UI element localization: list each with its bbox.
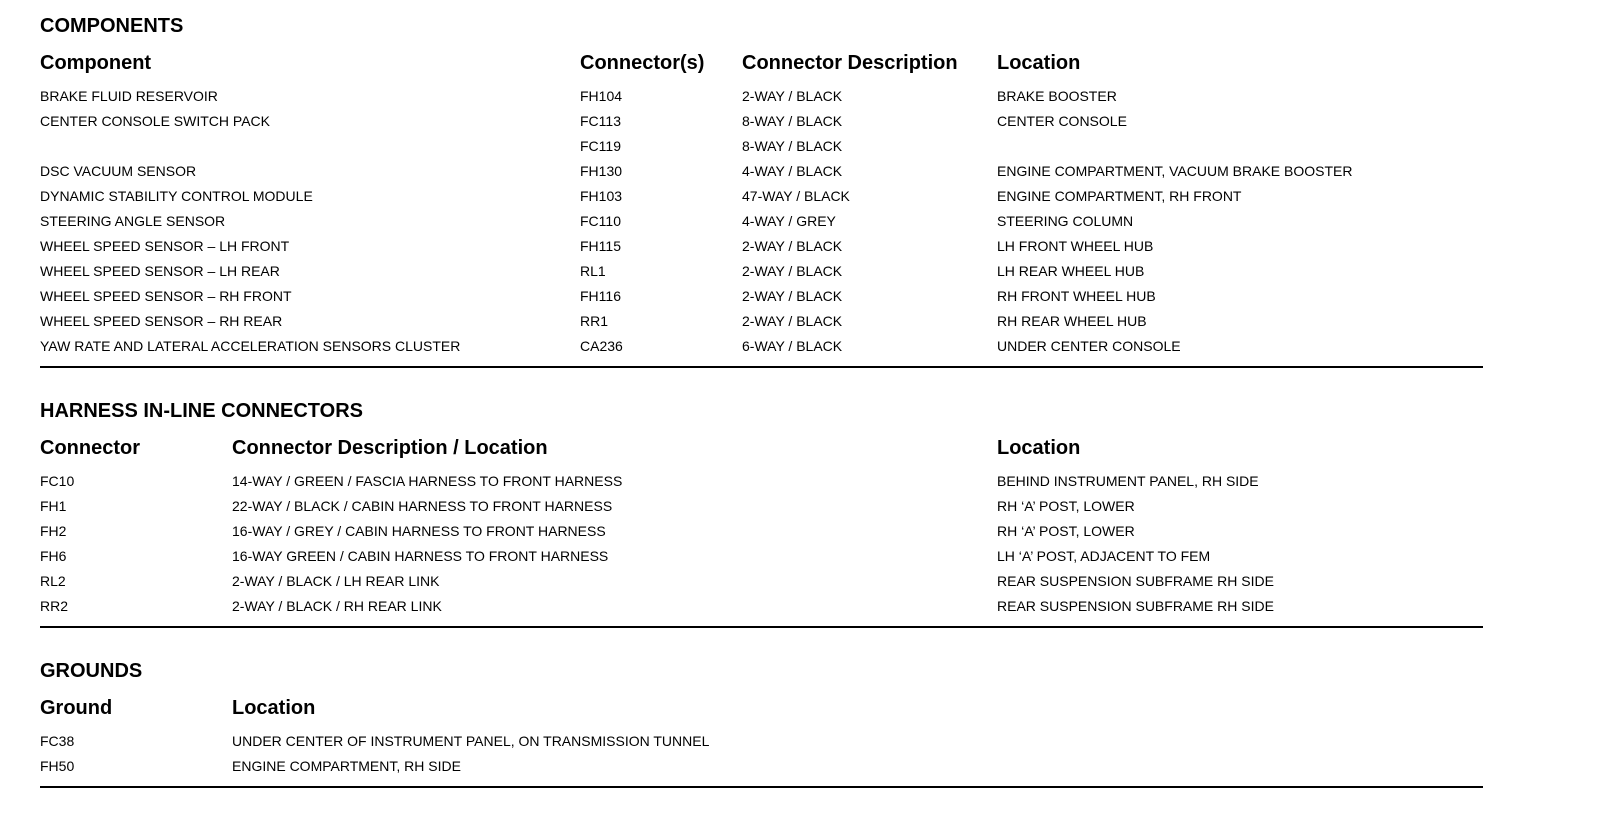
location-cell: CENTER CONSOLE — [997, 113, 1127, 129]
location-cell: BEHIND INSTRUMENT PANEL, RH SIDE — [997, 473, 1259, 489]
location-cell: REAR SUSPENSION SUBFRAME RH SIDE — [997, 598, 1274, 614]
location-cell: ENGINE COMPARTMENT, RH FRONT — [997, 188, 1242, 204]
connector-cell: FC119 — [580, 138, 621, 154]
component-cell: BRAKE FLUID RESERVOIR — [40, 88, 218, 104]
connector-description-cell: 16-WAY / GREY / CABIN HARNESS TO FRONT HARNESS — [232, 523, 606, 539]
connector-cell: FH103 — [580, 188, 623, 204]
connector-cell: RR2 — [40, 598, 69, 614]
location-cell: RH ‘A’ POST, LOWER — [997, 498, 1135, 514]
grounds-divider — [40, 786, 1483, 788]
components-header-connectors: Connector(s) — [580, 52, 705, 74]
location-cell: STEERING COLUMN — [997, 213, 1134, 229]
location-cell: ENGINE COMPARTMENT, VACUUM BRAKE BOOSTER — [997, 163, 1353, 179]
connector-description-cell: 4-WAY / BLACK — [742, 163, 843, 179]
location-cell: RH ‘A’ POST, LOWER — [997, 523, 1135, 539]
component-cell: WHEEL SPEED SENSOR – RH REAR — [40, 313, 283, 329]
connector-description-cell: 6-WAY / BLACK — [742, 338, 843, 354]
connector-description-cell: 2-WAY / BLACK / LH REAR LINK — [232, 573, 440, 589]
connector-cell: FH116 — [580, 288, 621, 304]
connector-description-cell: 2-WAY / BLACK — [742, 313, 843, 329]
connector-description-cell: 8-WAY / BLACK — [742, 113, 843, 129]
connector-cell: FH115 — [580, 238, 621, 254]
location-cell: REAR SUSPENSION SUBFRAME RH SIDE — [997, 573, 1274, 589]
location-cell: LH REAR WHEEL HUB — [997, 263, 1145, 279]
harness-header-connector: Connector — [40, 437, 140, 459]
connector-description-cell: 8-WAY / BLACK — [742, 138, 843, 154]
location-cell: LH ‘A’ POST, ADJACENT TO FEM — [997, 548, 1211, 564]
components-section-title: COMPONENTS — [40, 15, 184, 37]
component-cell: CENTER CONSOLE SWITCH PACK — [40, 113, 270, 129]
connector-description-cell: 4-WAY / GREY — [742, 213, 836, 229]
location-cell: LH FRONT WHEEL HUB — [997, 238, 1154, 254]
connector-description-cell: 2-WAY / BLACK — [742, 88, 843, 104]
harness-section-title: HARNESS IN-LINE CONNECTORS — [40, 400, 363, 422]
connector-description-cell: 16-WAY GREEN / CABIN HARNESS TO FRONT HARNESS — [232, 548, 609, 564]
component-cell: YAW RATE AND LATERAL ACCELERATION SENSORS CLUSTER — [40, 338, 461, 354]
component-cell: DSC VACUUM SENSOR — [40, 163, 197, 179]
components-header-component: Component — [40, 52, 152, 74]
connector-cell: RL2 — [40, 573, 66, 589]
connector-cell: FC10 — [40, 473, 75, 489]
connector-cell: RR1 — [580, 313, 609, 329]
connector-cell: CA236 — [580, 338, 623, 354]
harness-header-description: Connector Description / Location — [232, 437, 548, 459]
ground-cell: FH50 — [40, 758, 75, 774]
location-cell: UNDER CENTER CONSOLE — [997, 338, 1181, 354]
ground-cell: FC38 — [40, 733, 75, 749]
connector-cell: FH130 — [580, 163, 623, 179]
location-cell: ENGINE COMPARTMENT, RH SIDE — [232, 758, 461, 774]
connector-cell: FC110 — [580, 213, 621, 229]
components-divider — [40, 366, 1483, 368]
components-header-location: Location — [997, 52, 1081, 74]
connector-cell: FH1 — [40, 498, 67, 514]
connector-description-cell: 2-WAY / BLACK — [742, 238, 843, 254]
components-header-connector-description: Connector Description — [742, 52, 958, 74]
connector-cell: FC113 — [580, 113, 621, 129]
connector-description-cell: 47-WAY / BLACK — [742, 188, 850, 204]
connector-cell: RL1 — [580, 263, 606, 279]
connector-description-cell: 2-WAY / BLACK / RH REAR LINK — [232, 598, 442, 614]
connector-cell: FH2 — [40, 523, 67, 539]
component-cell: WHEEL SPEED SENSOR – LH REAR — [40, 263, 280, 279]
connector-cell: FH6 — [40, 548, 67, 564]
location-cell: UNDER CENTER OF INSTRUMENT PANEL, ON TRANSMISSION TUNNEL — [232, 733, 710, 749]
connector-description-cell: 2-WAY / BLACK — [742, 288, 843, 304]
harness-divider — [40, 626, 1483, 628]
connector-description-cell: 14-WAY / GREEN / FASCIA HARNESS TO FRONT HARNESS — [232, 473, 623, 489]
location-cell: RH REAR WHEEL HUB — [997, 313, 1147, 329]
grounds-section-title: GROUNDS — [40, 660, 143, 682]
grounds-header-ground: Ground — [40, 697, 113, 719]
component-cell: STEERING ANGLE SENSOR — [40, 213, 226, 229]
location-cell: BRAKE BOOSTER — [997, 88, 1117, 104]
connector-description-cell: 2-WAY / BLACK — [742, 263, 843, 279]
component-cell: DYNAMIC STABILITY CONTROL MODULE — [40, 188, 313, 204]
connector-description-cell: 22-WAY / BLACK / CABIN HARNESS TO FRONT HARNESS — [232, 498, 613, 514]
component-cell: WHEEL SPEED SENSOR – LH FRONT — [40, 238, 290, 254]
harness-header-location: Location — [997, 437, 1081, 459]
component-cell: WHEEL SPEED SENSOR – RH FRONT — [40, 288, 292, 304]
grounds-header-location: Location — [232, 697, 316, 719]
connector-cell: FH104 — [580, 88, 623, 104]
location-cell: RH FRONT WHEEL HUB — [997, 288, 1156, 304]
